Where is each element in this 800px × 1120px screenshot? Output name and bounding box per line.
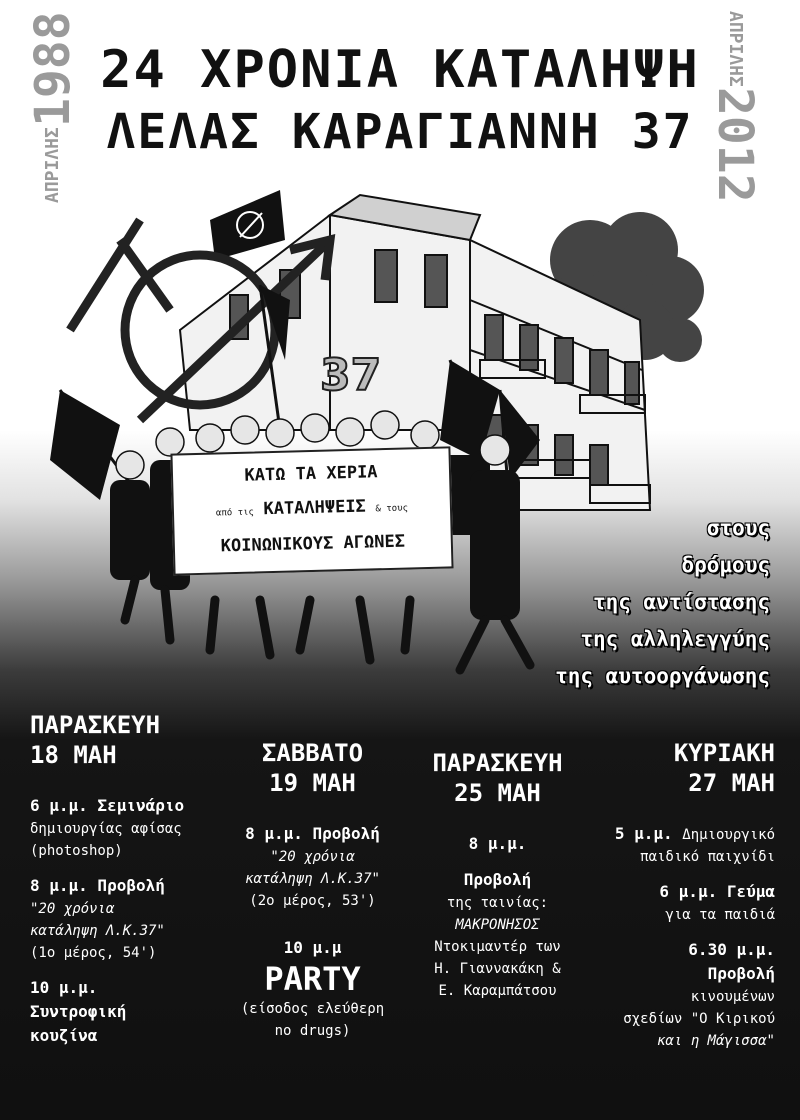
event-detail: σχεδίων "Ο Κιρικού [623, 1011, 775, 1027]
event-title: 10 μ.μ. [30, 978, 98, 997]
banner-small-text-b: & τους [375, 503, 409, 515]
event-detail: δημιουργίας αφίσας [30, 821, 182, 837]
event-detail: "20 χρόνια [30, 901, 115, 917]
event-heading [585, 822, 775, 846]
event-time: 8 μ.μ. [468, 834, 527, 853]
event-title: 6.30 μ.μ. [688, 940, 775, 959]
event-detail: ΜΑΚΡΟΝΗΣΟΣ [455, 917, 540, 933]
start-year: 1988 [25, 11, 81, 127]
event-detail: Ε. Καραμπάτσου [438, 983, 557, 999]
day-name: ΠΑΡΑΣΚΕΥΗ [432, 749, 563, 777]
event-detail: κατάληψη Λ.Κ.37" [245, 871, 380, 887]
banner-line-2 [174, 494, 450, 521]
day-name: ΠΑΡΑΣΚΕΥΗ [30, 711, 161, 739]
event-detail: για τα παιδιά [665, 907, 775, 923]
event-detail: κατάληψη Λ.Κ.37" [30, 923, 165, 939]
start-month: ΑΠΡΙΛΗΣ [42, 126, 63, 203]
banner-big-text: ΚΑΤΑΛΗΨΕΙΣ [263, 496, 367, 520]
end-year: 2012 [707, 87, 763, 203]
slogan-line: στους [706, 516, 770, 540]
day-date: 25 ΜΑΗ [454, 779, 541, 807]
banner-small-text-a: από τις [215, 507, 255, 519]
event-detail: Η. Γιαννακάκη & [434, 961, 561, 977]
event-title: 6 μ.μ. Σεμινάριο [30, 796, 185, 815]
day-date: 18 ΜΑΗ [30, 741, 117, 769]
schedule-day-1 [30, 710, 220, 1048]
end-date-vertical [707, 11, 763, 203]
day-name: ΚΥΡΙΑΚΗ [673, 739, 775, 767]
event-title: 6 μ.μ. Γεύμα [659, 882, 775, 901]
event-detail: της ταινίας: [446, 895, 549, 911]
banner-line-1: ΚΑΤΩ ΤΑ ΧΕΡΙΑ [244, 462, 378, 486]
schedule-day-3 [410, 748, 585, 1002]
event-title: Προβολή [463, 870, 532, 889]
slogan-line: της αντίστασης [592, 590, 770, 614]
event-detail: Συντροφική [30, 1002, 127, 1021]
event-detail: παιδικό παιχνίδι [640, 849, 775, 865]
slogan-list [440, 510, 770, 695]
event-title-rest: Δημιουργικό [682, 827, 775, 843]
day-name: ΣΑΒΒΑΤΟ [261, 739, 364, 767]
party-label: PARTY [264, 960, 361, 998]
end-month: ΑΠΡΙΛΗΣ [725, 11, 746, 88]
event-detail: κουζίνα [30, 1026, 98, 1045]
event-detail: (photoshop) [30, 843, 123, 859]
schedule-day-2 [225, 738, 400, 1042]
event-detail: (είσοδος ελεύθερη [240, 1001, 385, 1017]
event-detail: και η Μάγισσα" [656, 1033, 775, 1049]
event-detail: "20 χρόνια [270, 849, 355, 865]
event-detail: Ντοκιμαντέρ των [434, 939, 561, 955]
event-detail: (1ο μέρος, 54') [30, 945, 157, 961]
event-detail: (2ο μέρος, 53') [249, 893, 376, 909]
event-title: 5 μ.μ. [614, 824, 673, 843]
slogan-line: της αυτοοργάνωσης [555, 664, 770, 688]
start-date-vertical [25, 11, 81, 203]
event-detail: κινουμένων [690, 989, 775, 1005]
day-date: 27 ΜΑΗ [688, 769, 775, 797]
event-title: Προβολή [707, 964, 775, 983]
event-title: 8 μ.μ. Προβολή [245, 824, 380, 843]
title-line-1: 24 ΧΡΟΝΙΑ ΚΑΤΑΛΗΨΗ [100, 40, 700, 100]
schedule-day-4 [585, 738, 775, 1052]
event-title: 8 μ.μ. Προβολή [30, 876, 165, 895]
graffiti-number: 37 [320, 350, 382, 401]
slogan-line: της αλληλεγγύης [580, 627, 770, 651]
title-line-2: ΛΕΛΑΣ ΚΑΡΑΓΙΑΝΝΗ 37 [106, 104, 694, 160]
anarchy-flag-illustration [210, 190, 285, 260]
event-detail: no drugs) [274, 1023, 351, 1039]
day-date: 19 ΜΑΗ [269, 769, 356, 797]
banner-line-3: ΚΟΙΝΩΝΙΚΟΥΣ ΑΓΩΝΕΣ [220, 531, 406, 557]
protest-banner [170, 446, 453, 575]
slogan-line: δρόμους [681, 553, 770, 577]
event-title: 10 μ.μ [283, 938, 342, 957]
